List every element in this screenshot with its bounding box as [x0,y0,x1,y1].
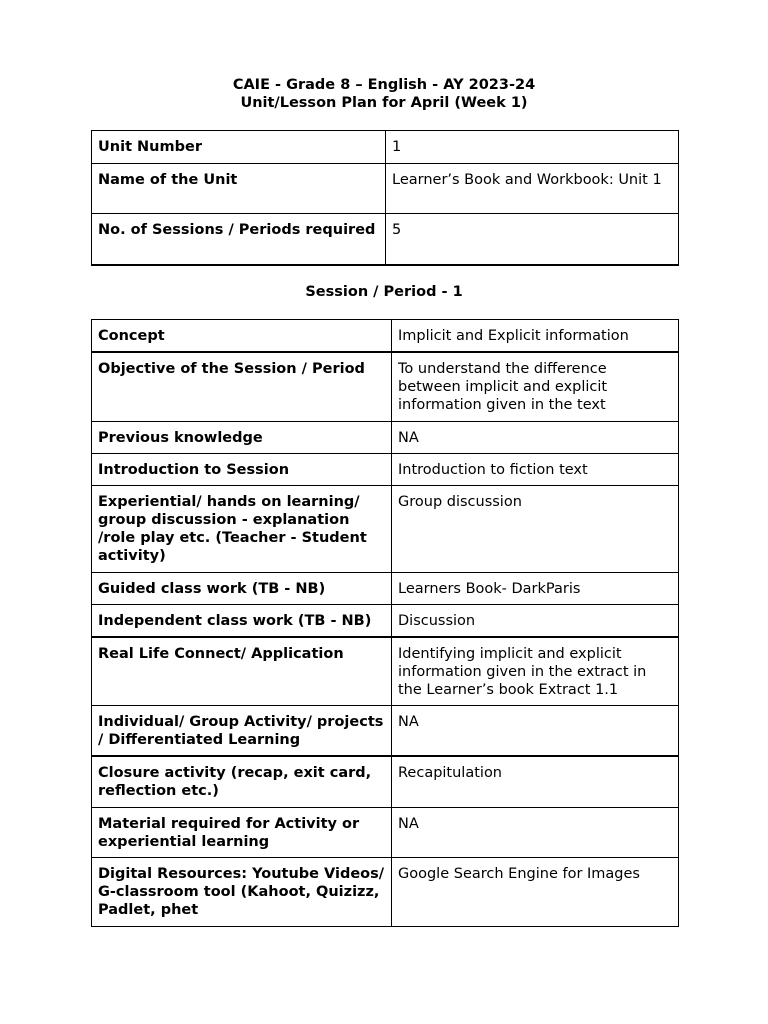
table-row [92,807,679,857]
row-label: Objective of the Session / Period [92,352,392,421]
row-value: Recapitulation [392,756,679,807]
table-row [92,421,679,453]
row-value: 5 [386,214,679,265]
row-label: Material required for Activity or experiential learning [92,807,392,857]
row-label: Individual/ Group Activity/ projects / Differentiated Learning [92,706,392,757]
table-row [92,320,679,353]
table-row [92,706,679,757]
row-value: Discussion [392,604,679,637]
row-label: Introduction to Session [92,453,392,485]
row-value: Learner’s Book and Workbook: Unit 1 [386,164,679,214]
row-value: Introduction to fiction text [392,453,679,485]
row-label: Digital Resources: Youtube Videos/ G-classroom tool (Kahoot, Quizizz, Padlet, phet [92,857,392,926]
table-row [92,572,679,604]
row-value: NA [392,706,679,757]
unit-info-table [91,130,679,266]
table-row [92,637,679,706]
row-value: NA [392,421,679,453]
table-row [92,485,679,572]
row-label: Independent class work (TB - NB) [92,604,392,637]
table-row [92,214,679,265]
row-label: Concept [92,320,392,353]
row-label: Closure activity (recap, exit card, reflection etc.) [92,756,392,807]
row-value: Implicit and Explicit information [392,320,679,353]
row-value: Group discussion [392,485,679,572]
row-label: Unit Number [92,131,386,164]
row-label: Experiential/ hands on learning/ group discussion - explanation /role play etc. (Teacher - Student activity) [92,485,392,572]
row-label: Guided class work (TB - NB) [92,572,392,604]
row-value: 1 [386,131,679,164]
table-row [92,352,679,421]
table-row [92,756,679,807]
session-plan-table [91,319,679,927]
table-row [92,604,679,637]
row-value: Learners Book- DarkParis [392,572,679,604]
table-row [92,857,679,926]
table-row [92,453,679,485]
title-line-2: Unit/Lesson Plan for April (Week 1) [240,95,528,111]
row-label: Previous knowledge [92,421,392,453]
row-label: No. of Sessions / Periods required [92,214,386,265]
document-title [0,76,768,112]
table-row [92,131,679,164]
row-label: Name of the Unit [92,164,386,214]
table-row [92,164,679,214]
row-value: To understand the difference between implicit and explicit information given in the text [392,352,679,421]
session-heading: Session / Period - 1 [305,284,463,300]
title-line-1: CAIE - Grade 8 – English - AY 2023-24 [232,77,536,93]
row-value: Identifying implicit and explicit information given in the extract in the Learner’s book Extract 1.1 [392,637,679,706]
row-value: Google Search Engine for Images [392,857,679,926]
row-value: NA [392,807,679,857]
row-label: Real Life Connect/ Application [92,637,392,706]
